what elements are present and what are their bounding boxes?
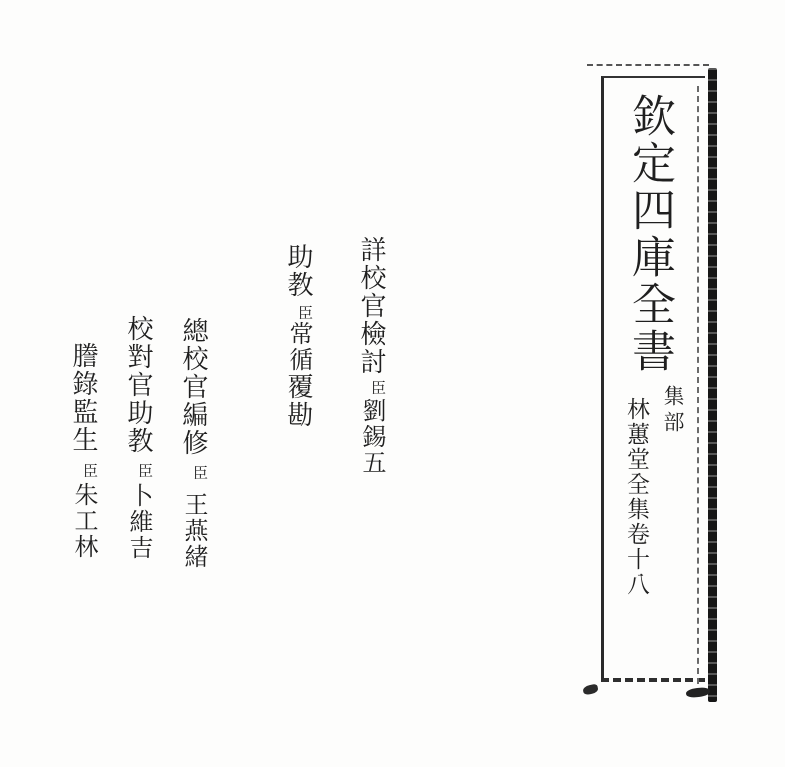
- ink-smudge: [686, 687, 711, 699]
- colophon-column-proofreader: [125, 315, 151, 735]
- official-name: 劉錫五: [358, 398, 384, 476]
- spine-title-frame: [601, 64, 717, 708]
- colophon-column-copyist: [70, 342, 96, 762]
- colophon-column-assistant: [285, 243, 311, 663]
- official-role: 詳校官檢討: [357, 236, 386, 376]
- official-name: 常循: [285, 321, 311, 373]
- official-suffix: 覆勘: [284, 373, 313, 429]
- honorific-chen: 臣: [136, 463, 152, 478]
- official-role: 總校官編修: [179, 317, 208, 457]
- honorific-chen: 臣: [81, 463, 97, 478]
- official-role: 校對官助教: [124, 315, 153, 455]
- official-name: 王燕緒: [180, 492, 206, 570]
- ink-smudge: [582, 684, 599, 696]
- binding-edge-band: [708, 68, 717, 702]
- colophon-column-reviser: [358, 236, 384, 656]
- honorific-chen: 臣: [191, 465, 207, 480]
- series-title: 欽定四庫全書: [625, 93, 674, 375]
- frame-outer-top-rule: [587, 64, 709, 66]
- official-role: 謄錄監生: [69, 342, 98, 454]
- official-name: 朱工林: [70, 482, 96, 560]
- category-label: 集部: [661, 385, 685, 437]
- colophon-column-chief-collator: [180, 317, 206, 737]
- honorific-chen: 臣: [369, 380, 385, 395]
- official-name: 卜維吉: [125, 483, 151, 561]
- volume-title: 林蕙堂全集卷十八: [624, 397, 649, 597]
- official-role: 助教: [284, 243, 313, 299]
- honorific-chen: 臣: [296, 305, 312, 320]
- frame-inner-rule: [697, 86, 699, 684]
